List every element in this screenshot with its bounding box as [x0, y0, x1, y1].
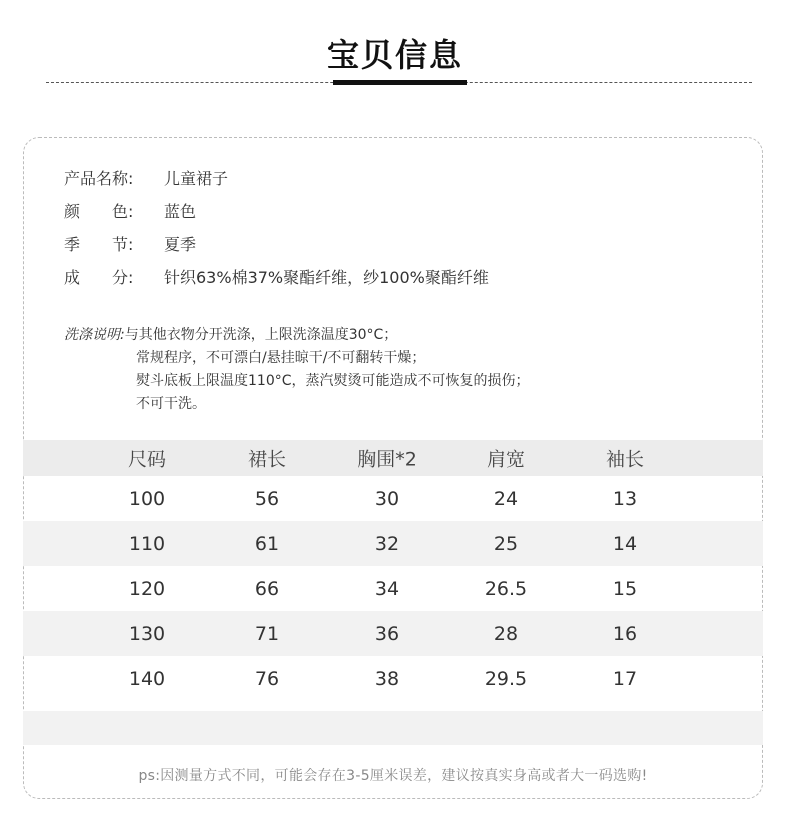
table-empty-row — [23, 711, 763, 745]
info-key: 季 节: — [64, 235, 134, 254]
info-row-color — [64, 201, 489, 234]
info-row-material — [64, 267, 489, 300]
measurement-note: ps:因测量方式不同，可能会存在3-5厘米误差，建议按真实身高或者大一码选购! — [138, 768, 648, 784]
table-cell: 30 — [374, 487, 400, 510]
info-value: 针织63%棉37%聚酯纤维，纱100%聚酯纤维 — [164, 268, 489, 287]
table-cell: 29.5 — [484, 667, 528, 690]
wash-line: 常规程序，不可漂白/悬挂晾干/不可翻转干燥； — [136, 350, 426, 366]
table-row — [23, 656, 763, 701]
table-cell: 140 — [128, 667, 166, 690]
table-cell: 34 — [374, 577, 400, 600]
table-cell: 15 — [612, 577, 638, 600]
table-cell: 16 — [612, 622, 638, 645]
info-row-name — [64, 168, 489, 201]
table-cell: 61 — [254, 532, 280, 555]
table-cell: 28 — [493, 622, 519, 645]
info-key: 产品名称: — [64, 169, 134, 188]
wash-line: 不可干洗。 — [136, 396, 206, 412]
column-header: 袖长 — [605, 448, 644, 471]
table-cell: 25 — [493, 532, 519, 555]
table-row — [23, 521, 763, 566]
table-cell: 26.5 — [484, 577, 528, 600]
table-cell: 14 — [612, 532, 638, 555]
table-cell: 36 — [374, 622, 400, 645]
page-title: 宝贝信息 — [326, 36, 463, 74]
info-value: 蓝色 — [164, 202, 197, 221]
column-header: 肩宽 — [486, 448, 525, 471]
column-header: 裙长 — [247, 448, 286, 471]
table-row — [23, 611, 763, 656]
column-header: 尺码 — [127, 448, 166, 471]
wash-line — [64, 324, 530, 347]
wash-label: 洗涤说明: — [64, 327, 125, 343]
table-cell: 56 — [254, 487, 280, 510]
table-cell: 76 — [254, 667, 280, 690]
table-cell: 24 — [493, 487, 519, 510]
table-row — [23, 476, 763, 521]
table-row — [23, 566, 763, 611]
info-row-season — [64, 234, 489, 267]
table-cell: 13 — [612, 487, 638, 510]
table-spacer — [23, 701, 763, 711]
column-header: 胸围*2 — [357, 448, 417, 471]
title-underline-bar — [333, 80, 467, 85]
info-value: 夏季 — [164, 235, 197, 254]
table-cell: 17 — [612, 667, 638, 690]
info-value: 儿童裙子 — [164, 169, 229, 188]
table-header-row — [23, 440, 763, 476]
table-cell: 100 — [128, 487, 166, 510]
table-cell: 38 — [374, 667, 400, 690]
info-key: 成 分: — [64, 268, 134, 287]
product-info — [64, 168, 489, 300]
size-table — [23, 440, 763, 745]
table-cell: 110 — [128, 532, 166, 555]
table-cell: 120 — [128, 577, 166, 600]
wash-instructions — [64, 324, 530, 416]
wash-text: 与其他衣物分开洗涤，上限洗涤温度30°C； — [124, 327, 398, 343]
info-key: 颜 色: — [64, 202, 134, 221]
wash-line: 熨斗底板上限温度110°C，蒸汽熨烫可能造成不可恢复的损伤； — [136, 373, 530, 389]
table-cell: 66 — [254, 577, 280, 600]
table-cell: 130 — [128, 622, 166, 645]
section-header — [0, 0, 790, 100]
table-cell: 32 — [374, 532, 400, 555]
table-cell: 71 — [254, 622, 280, 645]
